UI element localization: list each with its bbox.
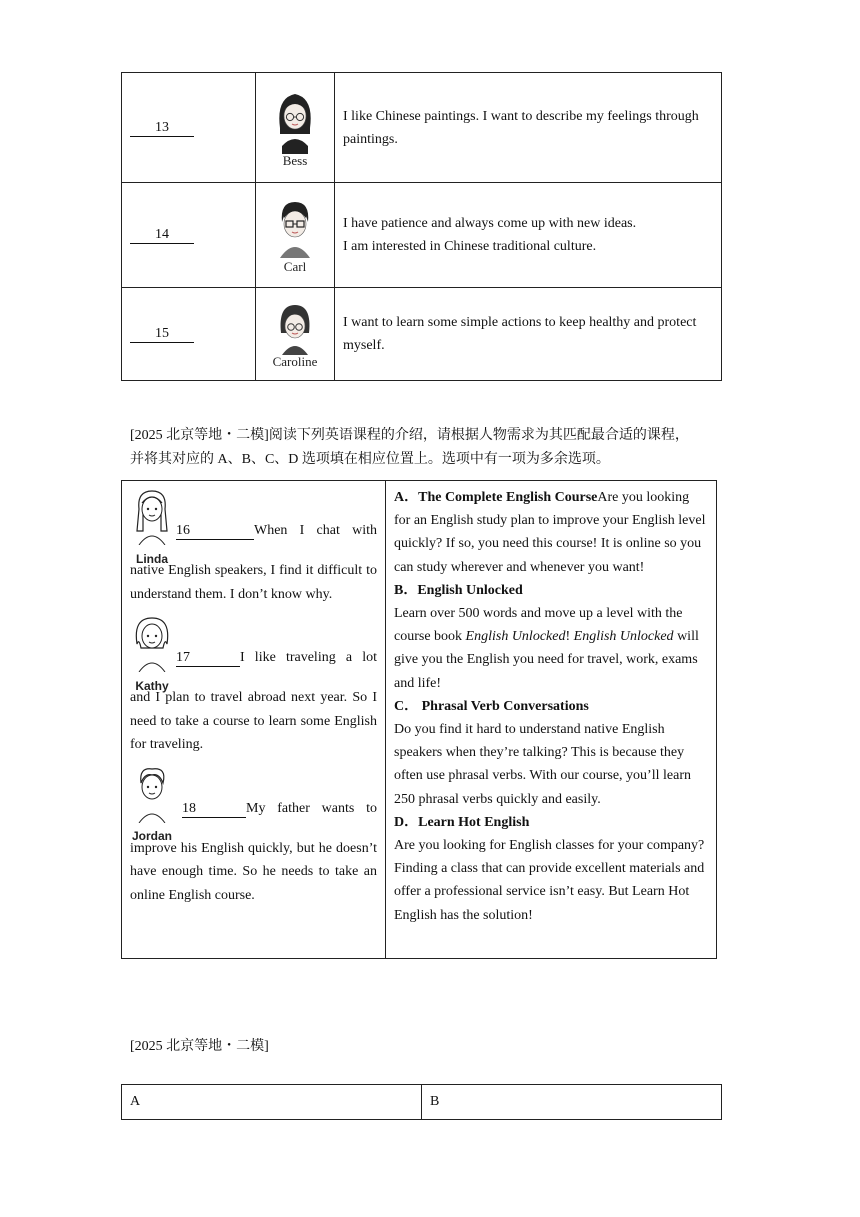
matching-table-top xyxy=(121,72,722,381)
person-name: Jordan xyxy=(131,829,172,843)
option-a-title: A．The Complete English Course xyxy=(394,490,598,505)
boy-curly-hair-icon xyxy=(131,765,173,823)
bottom-table xyxy=(121,1084,722,1120)
kathy-avatar xyxy=(130,614,174,693)
person-name: Bess xyxy=(282,152,308,168)
answer-blank-18[interactable]: 18 xyxy=(182,800,246,818)
course-options-cell xyxy=(386,481,717,959)
person-text: and I plan to travel abroad next year. So I need to take a course to learn some English for traveling. xyxy=(130,690,377,752)
option-d-title: D．Learn Hot English xyxy=(394,814,530,830)
person-name: Caroline xyxy=(272,354,318,369)
answer-cell xyxy=(122,288,256,381)
table-row xyxy=(122,1085,722,1120)
person-text: native English speakers, I find it difficult to understand them. I don’t know why. xyxy=(130,563,377,602)
girl-short-hair-icon xyxy=(270,299,320,355)
person-text-first: 18 My father wants to xyxy=(182,800,377,816)
person-text-first: 17 I like traveling a lot xyxy=(176,650,377,665)
option-c-title: C． Phrasal Verb Conversations xyxy=(394,698,589,714)
avatar-cell xyxy=(256,288,335,381)
avatar-cell xyxy=(256,183,335,288)
avatar-cell xyxy=(256,73,335,183)
option-b-title: B．English Unlocked xyxy=(394,582,523,598)
option-b-text: Learn over 500 words and move up a level with the course book English Unlocked! English Unlocked will give you the English you need for travel, work, exams and life! xyxy=(394,606,699,691)
girl-curly-hair-icon xyxy=(131,614,173,672)
description-cell xyxy=(335,183,722,288)
instruction-line: 并将其对应的 A、B、C、D 选项填在相应位置上。选项中有一项为多余选项。 xyxy=(130,452,610,467)
answer-blank-14[interactable]: 14 xyxy=(130,226,194,244)
jordan-avatar xyxy=(130,765,174,843)
table-row xyxy=(122,183,722,288)
answer-blank-16[interactable]: 16 xyxy=(176,522,254,540)
answer-cell xyxy=(122,73,256,183)
table-row xyxy=(122,288,722,381)
boy-glasses-icon xyxy=(270,196,320,260)
column-a-header: A xyxy=(122,1085,422,1120)
description-cell: I want to learn some simple actions to keep healthy and protect myself. xyxy=(335,288,722,381)
table-row xyxy=(122,73,722,183)
option-d-text: Are you looking for English classes for your company? Finding a class that can provide excellent materials and offer a professional service isn’t easy. But Learn Hot English has the solution! xyxy=(394,838,705,923)
section-instructions xyxy=(130,424,740,472)
person-kathy xyxy=(130,614,377,757)
person-linda xyxy=(130,487,377,606)
description-line: I am interested in Chinese traditional culture. xyxy=(343,239,597,254)
description-line: I have patience and always come up with new ideas. xyxy=(343,216,637,231)
person-name: Carl xyxy=(283,259,307,274)
girl-glasses-icon xyxy=(270,88,320,154)
answer-blank-17[interactable]: 17 xyxy=(176,649,240,667)
girl-braids-icon xyxy=(131,487,173,545)
linda-avatar xyxy=(130,487,174,566)
person-text: improve his English quickly, but he doesn’t have enough time. So he needs to take an online English course. xyxy=(130,840,377,903)
option-a-text: Are you looking for an English study plan to improve your English level quickly? If so, you need this course! It is online so you can study wherever and whenever you want! xyxy=(394,490,706,575)
answer-blank-13[interactable]: 13 xyxy=(130,119,194,137)
answer-blank-15[interactable]: 15 xyxy=(130,325,194,343)
person-jordan xyxy=(130,765,377,908)
option-a xyxy=(394,486,708,579)
person-text-first: 16 When I chat with xyxy=(176,523,377,538)
course-matching-table xyxy=(121,480,717,959)
people-cell xyxy=(122,481,386,959)
person-name: Linda xyxy=(136,551,168,566)
table-row xyxy=(122,481,717,959)
option-c-text: Do you find it hard to understand native English speakers when they’re talking? This is because they often use phrasal verbs. With our course, you’ll learn 250 phrasal verbs quickly and easily. xyxy=(394,722,691,807)
instruction-line: [2025 北京等地・二模]阅读下列英语课程的介绍，请根据人物需求为其匹配最合适的课程， xyxy=(130,428,689,443)
column-b-header: B xyxy=(422,1085,722,1120)
section-header: [2025 北京等地・二模] xyxy=(130,1039,269,1054)
answer-cell xyxy=(122,183,256,288)
description-cell: I like Chinese paintings. I want to describe my feelings through paintings. xyxy=(335,73,722,183)
person-name: Kathy xyxy=(135,678,169,693)
